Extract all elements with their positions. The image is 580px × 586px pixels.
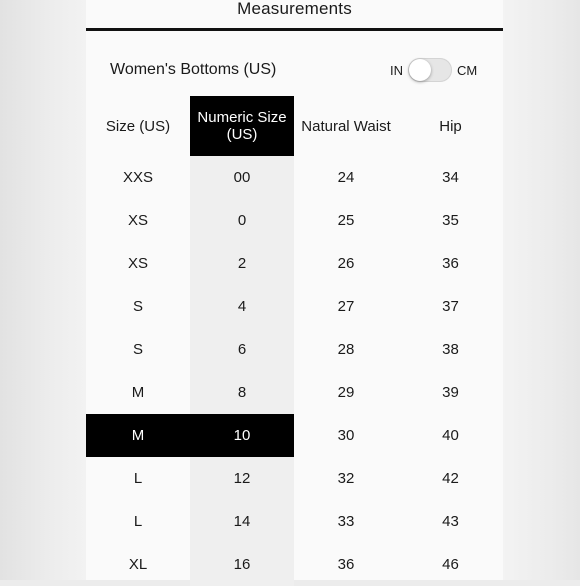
header-natural-waist[interactable]: Natural Waist (301, 117, 391, 135)
cell-hip: 34 (442, 169, 459, 186)
cell-natural-waist: 32 (337, 470, 355, 487)
cell-numeric-size: 12 (233, 470, 251, 487)
category-label: Women's Bottoms (US) (110, 61, 277, 78)
cell-numeric-size: 2 (237, 255, 247, 272)
header-size[interactable]: Size (US) (105, 117, 171, 135)
unit-toggle-switch[interactable] (408, 58, 452, 82)
background-right (503, 0, 580, 580)
header-numeric-size[interactable]: Numeric Size (US) (190, 96, 294, 156)
table-row (86, 371, 503, 414)
cell-numeric-size: 4 (237, 298, 247, 315)
cell-natural-waist: 24 (337, 169, 355, 186)
table-row (86, 328, 503, 371)
table-row (86, 457, 503, 500)
header-hip[interactable]: Hip (439, 117, 462, 135)
cell-size: M (131, 384, 145, 401)
cell-numeric-size: 16 (233, 556, 251, 573)
cell-numeric-size: 0 (237, 212, 247, 229)
cell-hip: 36 (442, 255, 459, 272)
cell-hip: 35 (442, 212, 459, 229)
cell-size: M (86, 414, 190, 457)
cell-numeric-size: 10 (190, 414, 294, 457)
title-divider (86, 28, 503, 31)
table-row (86, 242, 503, 285)
cell-size: L (133, 513, 143, 530)
unit-toggle-group (390, 58, 477, 82)
cell-size: L (133, 470, 143, 487)
table-row (86, 500, 503, 543)
cell-natural-waist: 30 (294, 414, 398, 457)
cell-natural-waist: 26 (337, 255, 355, 272)
cell-hip: 38 (442, 341, 459, 358)
cell-numeric-size: 8 (237, 384, 247, 401)
cell-hip: 46 (442, 556, 459, 573)
cell-hip: 42 (442, 470, 459, 487)
table-row-selected (86, 414, 503, 457)
cell-natural-waist: 29 (337, 384, 355, 401)
unit-cm-label[interactable]: CM (457, 62, 478, 78)
cell-natural-waist: 27 (337, 298, 355, 315)
cell-hip: 39 (442, 384, 459, 401)
cell-natural-waist: 28 (337, 341, 355, 358)
page-title: Measurements (237, 0, 352, 18)
cell-hip: 40 (398, 414, 503, 457)
cell-natural-waist: 36 (337, 556, 355, 573)
unit-in-label[interactable]: IN (390, 62, 403, 78)
cell-natural-waist: 25 (337, 212, 355, 229)
table-header-row (86, 96, 503, 156)
cell-size: S (132, 341, 143, 358)
cell-size: XL (128, 556, 148, 573)
cell-natural-waist: 33 (337, 513, 355, 530)
table-row (86, 285, 503, 328)
cell-numeric-size: 00 (233, 169, 251, 186)
cell-size: XXS (122, 169, 153, 186)
cell-hip: 43 (442, 513, 459, 530)
cell-numeric-size: 6 (237, 341, 247, 358)
cell-size: XS (127, 212, 148, 229)
cell-size: S (132, 298, 143, 315)
cell-size: XS (127, 255, 148, 272)
table-row (86, 199, 503, 242)
background-left (0, 0, 86, 580)
table-row (86, 156, 503, 199)
cell-hip: 37 (442, 298, 459, 315)
toggle-knob[interactable] (409, 59, 431, 81)
size-table (86, 96, 503, 586)
measurements-sheet (86, 0, 503, 580)
cell-numeric-size: 14 (233, 513, 251, 530)
